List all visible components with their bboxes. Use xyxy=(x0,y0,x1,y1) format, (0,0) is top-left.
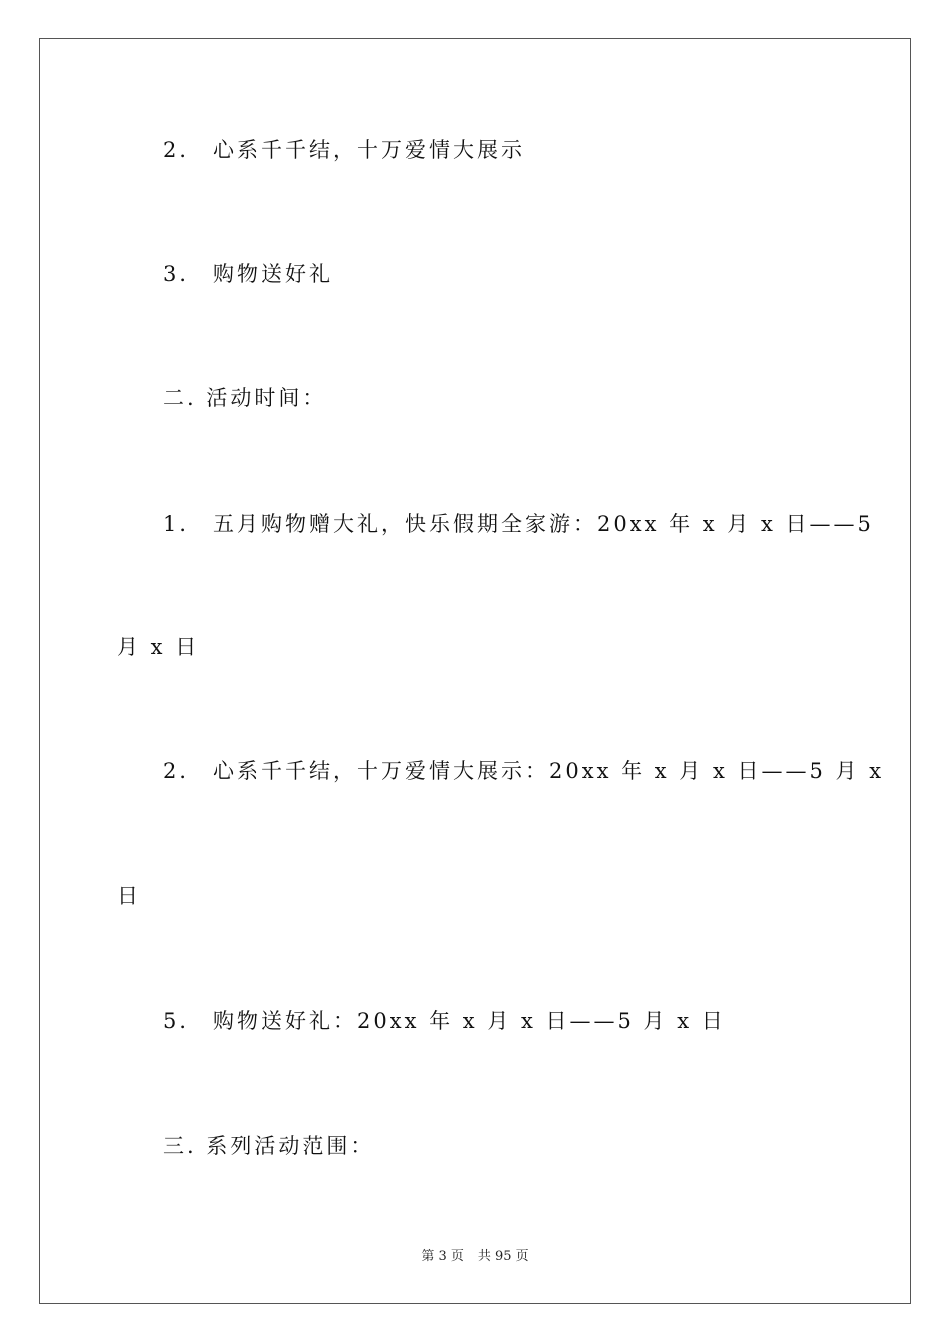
section-heading-scope: 三. 系列活动范围： xyxy=(163,1134,375,1158)
time-item-5: 5． 购物送好礼：20xx 年 x 月 x 日——5 月 x 日 xyxy=(163,1009,726,1033)
page-footer xyxy=(0,1248,950,1266)
time-item-2: 2． 心系千千结，十万爱情大展示：20xx 年 x 月 x 日——5 月 x xyxy=(163,759,885,783)
page-number: 第 3 页 xyxy=(421,1249,464,1264)
section-heading-time: 二. 活动时间： xyxy=(163,386,327,410)
time-item-2-continued: 日 xyxy=(117,884,141,908)
list-item-2-title: 2． 心系千千结，十万爱情大展示 xyxy=(163,138,526,162)
time-item-1-continued: 月 x 日 xyxy=(117,635,200,659)
list-item-3-title: 3． 购物送好礼 xyxy=(163,262,334,286)
page-total: 共 95 页 xyxy=(477,1249,529,1264)
time-item-1: 1． 五月购物赠大礼，快乐假期全家游：20xx 年 x 月 x 日——5 xyxy=(163,512,874,536)
page-frame xyxy=(39,38,911,1304)
